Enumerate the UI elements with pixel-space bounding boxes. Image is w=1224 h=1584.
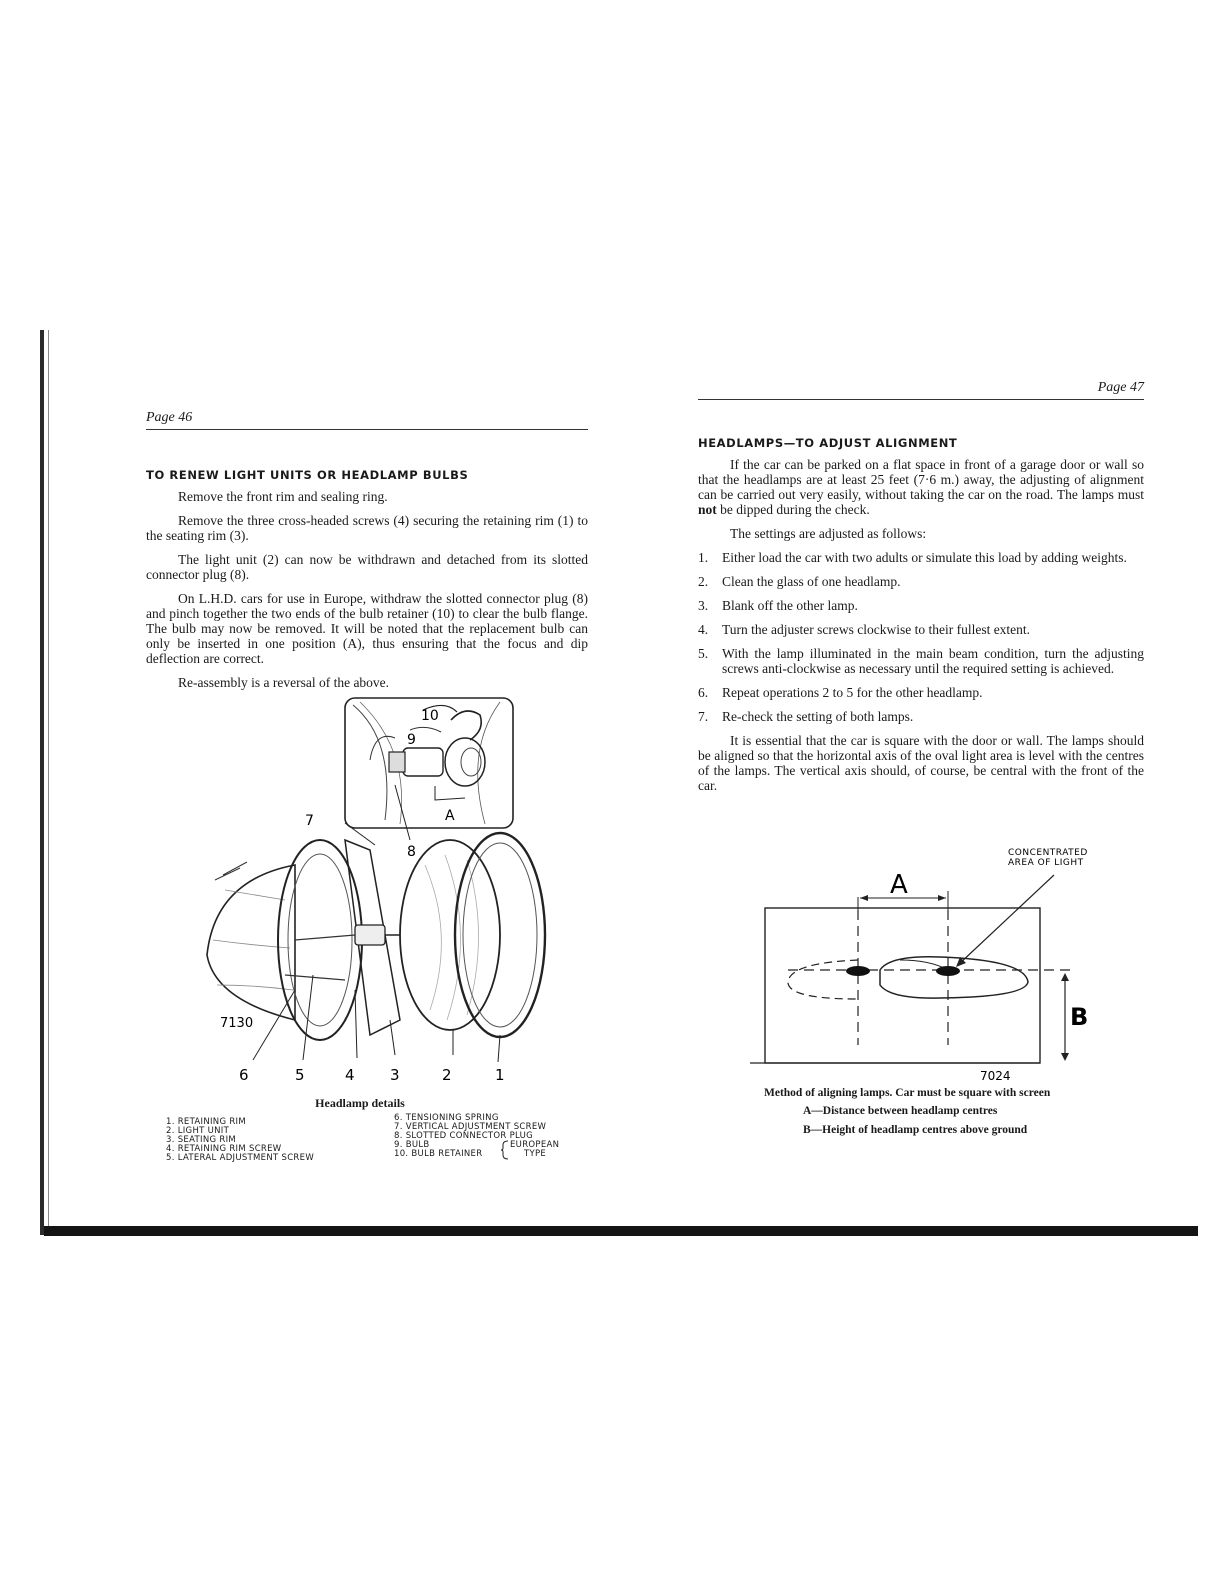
left-page [146, 408, 588, 699]
alignment-diagram [740, 845, 1100, 1083]
list-item: 3. Blank off the other lamp. [698, 598, 858, 613]
header-rule [146, 429, 588, 430]
intro-text-end: be dipped during the check. [716, 502, 870, 517]
callout-4: 4 [345, 1066, 355, 1084]
legend-item: 8. SLOTTED CONNECTOR PLUG [394, 1131, 534, 1141]
legend-item: 5. LATERAL ADJUSTMENT SCREW [166, 1153, 315, 1163]
headlamp-details-figure [195, 690, 565, 1085]
legend-brace-icon [500, 1140, 510, 1160]
paragraph: Re-assembly is a reversal of the above. [178, 675, 390, 690]
legend-item: 9. BULB [394, 1140, 430, 1150]
paragraph: Remove the front rim and sealing ring. [178, 489, 388, 504]
book-bottom-edge [44, 1226, 1198, 1236]
callout-2: 2 [442, 1066, 452, 1084]
legend-left [166, 1118, 314, 1163]
callout-5: 5 [295, 1066, 305, 1084]
paragraph-intro [698, 457, 1144, 517]
page-number-left: Page 46 [146, 410, 193, 425]
oval-light-area [880, 957, 1028, 998]
list-item: 1. Either load the car with two adults or simulate this load by adding weights. [698, 550, 1127, 565]
label-a: A [890, 870, 908, 900]
legend-bracket-top: EUROPEAN [510, 1140, 560, 1150]
list-item: 5. With the lamp illuminated in the main beam condition, turn the adjusting screws anti-clockwise as necessary until the required setting is achieved. [698, 646, 1144, 676]
callout-9: 9 [407, 732, 416, 748]
legend-item: 4. RETAINING RIM SCREW [166, 1144, 282, 1154]
figure-caption-headlamp-details: Headlamp details [315, 1096, 405, 1110]
steps-list [698, 550, 1144, 724]
legend-bracket-label [510, 1141, 559, 1159]
paragraph: The light unit (2) can now be withdrawn and detached from its slotted connector plug (8). [146, 552, 588, 582]
diagram-caption-a: A—Distance between headlamp centres [803, 1105, 998, 1117]
paragraph: On L.H.D. cars for use in Europe, withdraw the slotted connector plug (8) and pinch together the two ends of the bulb retainer (10) to clear the bulb flange. The bulb may now be removed. It will be noted that the replacement bulb can only be inserted in one position (A), thus ensuring that the focus and dip deflection are correct. [146, 591, 588, 666]
list-item: 7. Re-check the setting of both lamps. [698, 709, 914, 724]
callout-a: A [445, 808, 455, 824]
callout-10: 10 [421, 708, 439, 724]
paragraph-closing: It is essential that the car is square with the door or wall. The lamps should be aligned so that the horizontal axis of the oval light area is level with the centres of the lamps. The vertical axis should, of course, be central with the front of the car. [698, 733, 1144, 793]
label-concentrated: CONCENTRATED [1008, 848, 1088, 858]
lamp-centre-left [846, 966, 870, 976]
callout-6: 6 [239, 1066, 249, 1084]
callout-8: 8 [407, 844, 416, 860]
section-heading-adjust-alignment: HEADLAMPS—TO ADJUST ALIGNMENT [698, 436, 958, 450]
section-heading-renew-bulbs: TO RENEW LIGHT UNITS OR HEADLAMP BULBS [146, 468, 469, 482]
intro-emphasis: not [698, 502, 717, 517]
header-rule [698, 399, 1144, 400]
list-item: 4. Turn the adjuster screws clockwise to their fullest extent. [698, 622, 1031, 637]
right-page [698, 378, 1144, 802]
list-item: 6. Repeat operations 2 to 5 for the other headlamp. [698, 685, 983, 700]
figure-number-7130: 7130 [220, 1016, 254, 1031]
headlamp-shell [207, 865, 295, 1020]
legend-item: 2. LIGHT UNIT [166, 1126, 230, 1136]
book-spine-shadow [48, 330, 49, 1235]
legend-item: 10. BULB RETAINER [394, 1149, 483, 1159]
legend-item: 3. SEATING RIM [166, 1135, 237, 1145]
paragraph: Remove the three cross-headed screws (4) securing the retaining rim (1) to the seating rim (3). [146, 513, 588, 543]
label-area-of-light: AREA OF LIGHT [1008, 858, 1084, 868]
page-number-right: Page 47 [1097, 380, 1144, 395]
callout-3: 3 [390, 1066, 400, 1084]
diagram-number-7024: 7024 [980, 1069, 1011, 1083]
legend-item: 6. TENSIONING SPRING [394, 1113, 499, 1123]
legend-bracket-bottom: TYPE [524, 1149, 547, 1159]
intro-text: If the car can be parked on a flat space in front of a garage door or wall so that the headlamps are at least 25 feet (7·6 m.) away, the adjusting of alignment can be carried out very easily, without taking the car on the road. The lamps must [698, 457, 1144, 502]
legend-item: 7. VERTICAL ADJUSTMENT SCREW [394, 1122, 547, 1132]
label-b: B [1070, 1003, 1089, 1031]
lamp-centre-right [936, 966, 960, 976]
callout-1: 1 [495, 1066, 505, 1084]
diagram-caption: Method of aligning lamps. Car must be square with screen [764, 1087, 1051, 1099]
list-item: 2. Clean the glass of one headlamp. [698, 574, 901, 589]
book-spine-edge [40, 330, 44, 1235]
paragraph-settings: The settings are adjusted as follows: [730, 526, 927, 541]
legend-item: 1. RETAINING RIM [166, 1117, 247, 1127]
diagram-caption-b: B—Height of headlamp centres above ground [803, 1124, 1028, 1136]
callout-7: 7 [305, 813, 314, 829]
screen-rectangle [765, 908, 1040, 1063]
